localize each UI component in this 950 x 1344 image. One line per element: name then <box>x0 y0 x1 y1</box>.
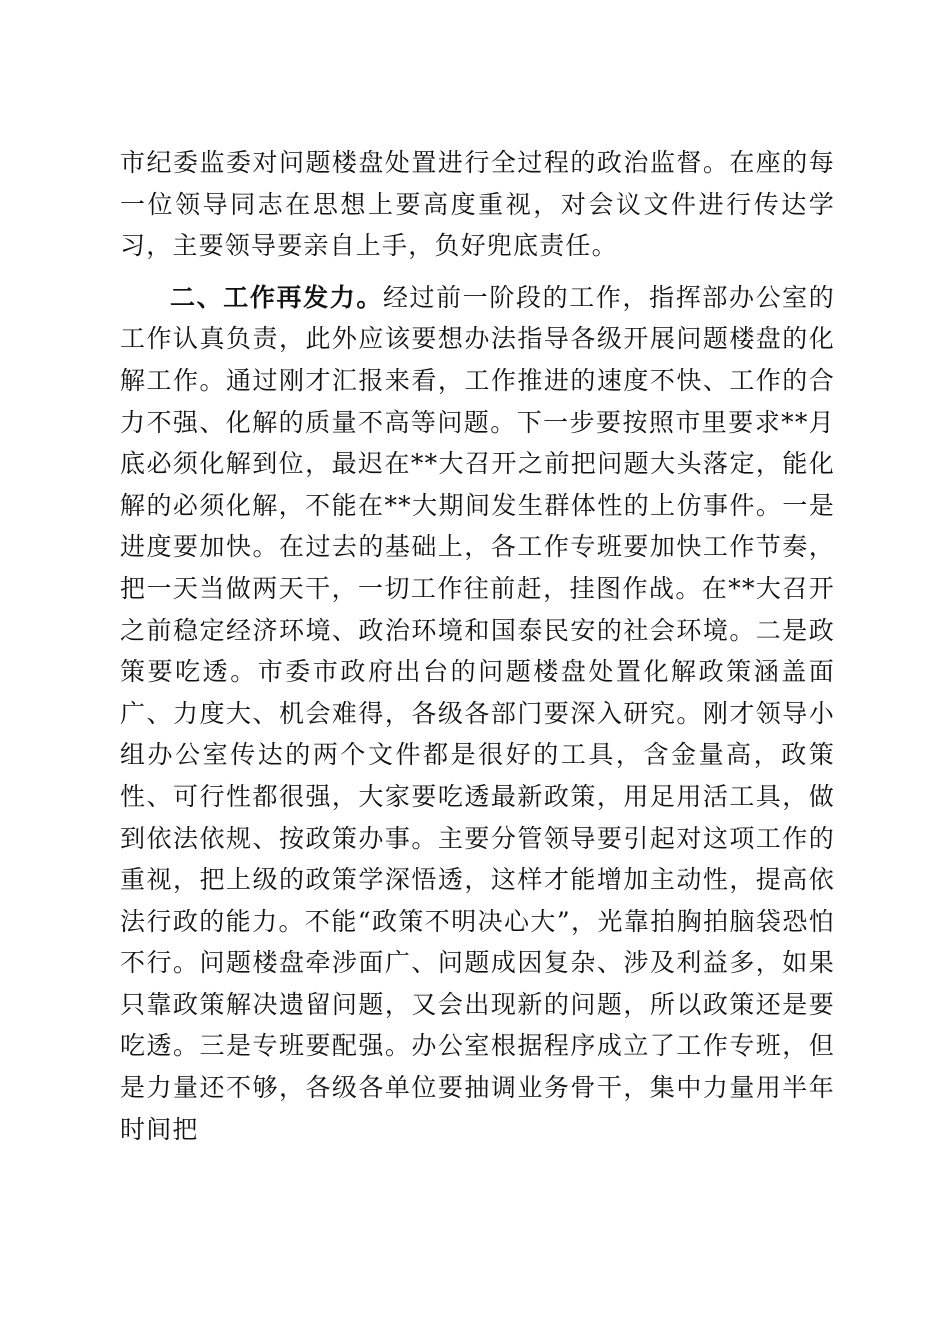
paragraph-continued: 市纪委监委对问题楼盘处置进行全过程的政治监督。在座的每一位领导同志在思想上要高度重视，对会议文件进行传达学习，主要领导要亲自上手，负好兜底责任。 <box>120 148 835 261</box>
section-heading: 二、工作再发力。 <box>170 282 383 312</box>
paragraph-body: 经过前一阶段的工作，指挥部办公室的工作认真负责，此外应该要想办法指导各级开展问题楼盘的化解工作。通过刚才汇报来看，工作推进的速度不快、工作的合力不强、化解的质量不高等问题。下一步要按照市里要求**月底必须化解到位，最迟在**大召开之前把问题大头落定，能化解的必须化解，不能在**大期间发生群体性的上仿事件。一是进度要加快。在过去的基础上，各工作专班要加快工作节奏，把一天当做两天干，一切工作往前赶，挂图作战。在**大召开之前稳定经济环境、政治环境和国泰民安的社会环境。二是政策要吃透。市委市政府出台的问题楼盘处置化解政策涵盖面广、力度大、机会难得，各级各部门要深入研究。刚才领导小组办公室传达的两个文件都是很好的工具，含金量高，政策性、可行性都很强，大家要吃透最新政策，用足用活工具，做到依法依规、按政策办事。主要分管领导要引起对这项工作的重视，把上级的政策学深悟透，这样才能增加主动性，提高依法行政的能力。不能“政策不明决心大”，光靠拍胸拍脑袋恐怕不行。问题楼盘牵涉面广、问题成因复杂、涉及利益多，如果只靠政策解决遗留问题，又会出现新的问题，所以政策还是要吃透。三是专班要配强。办公室根据程序成立了工作专班，但是力量还不够，各级各单位要抽调业务骨干，集中力量用半年时间把 <box>120 282 835 1144</box>
paragraph-work-effort <box>120 277 835 1150</box>
document-body <box>120 142 835 1150</box>
